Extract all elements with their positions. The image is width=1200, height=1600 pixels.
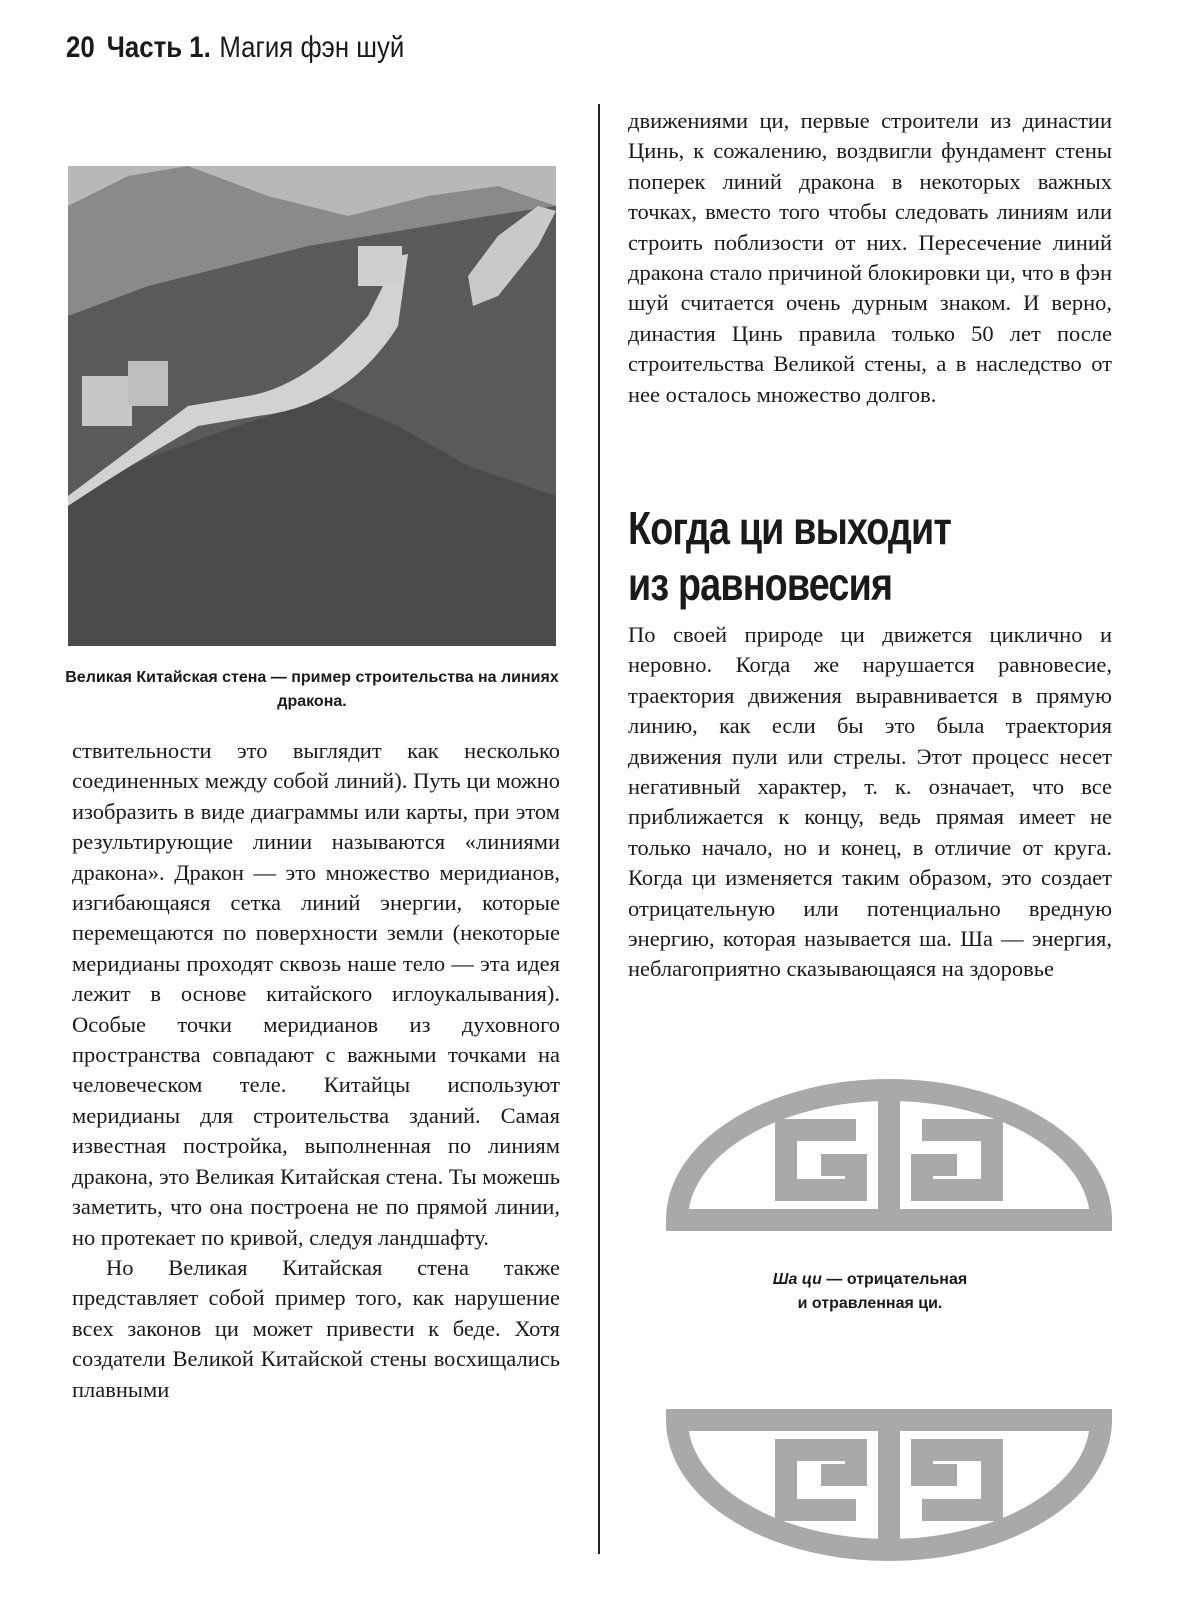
left-column <box>72 736 560 1405</box>
symbol-caption-rest: — отрицательная <box>821 1271 968 1288</box>
section-heading-line-2: из равновесия <box>628 558 893 610</box>
right-paragraph-1: движениями ци, первые строители из династии Цинь, к сожалению, воздвигли фундамент стены поперек линий дракона в некоторых важных точках, вместо того чтобы следовать линиям или строить поблизости от них. Пересечение линий дракона стало причиной блокировки ци, что в фэн шуй считается очень дурным знаком. И верно, династия Цинь правила только 50 лет после строительства Великой стены, а в наследство от нее осталось множество долгов. <box>628 108 1112 407</box>
great-wall-photo <box>68 166 556 646</box>
right-column-top <box>628 106 1112 410</box>
right-paragraph-2: По своей природе ци движется циклично и неровно. Когда же нарушается равновесие, траектория движения выравнивается в прямую линию, как если бы это была траектория движения пули или стрелы. Этот процесс несет негативный характер, т. к. означает, что все приближается к концу, ведь прямая имеет не только начало, но и конец, в отличие от круга. Когда ци изменяется таким образом, это создает отрицательную или потенциально вредную энергию, которая называется ша. Ша — энергия, неблагоприятно сказывающаяся на здоровье <box>628 622 1112 982</box>
symbol-caption <box>700 1268 1040 1316</box>
left-paragraph-1: ствительности это выглядит как несколько соединенных между собой линий). Путь ци можно изобразить в виде диаграммы или карты, при этом результирующие линии называются «линиями дракона». Дракон — это множество меридианов, изгибающаяся сетка линий энергии, которые перемещаются по поверхности земли (некоторые меридианы проходят сквозь наше тело — эта идея лежит в основе китайского иглоукалывания). Особые точки меридианов из духовного пространства совпадают с важными точками на человеческом теле. Китайцы используют меридианы для строительства зданий. Самая известная постройка, выполненная по линиям дракона, это Великая Китайская стена. Ты можешь заметить, что она построена не по прямой линии, но протекает по кривой, следуя ландшафту. <box>72 738 560 1250</box>
column-divider <box>598 104 600 1554</box>
part-label: Часть 1. <box>106 31 211 64</box>
section-heading-line-1: Когда ци выходит <box>628 502 952 554</box>
symbol-caption-line-2: и отравленная ци. <box>797 1295 943 1312</box>
running-header <box>66 26 404 70</box>
section-heading <box>628 500 1022 612</box>
page-number: 20 <box>66 31 95 64</box>
photo-caption: Великая Китайская стена — пример строительства на линиях дракона. <box>65 669 559 710</box>
symbol-caption-line-1 <box>700 1268 1040 1292</box>
book-title: Магия фэн шуй <box>219 31 405 64</box>
left-paragraph-2: Но Великая Китайская стена также представляет собой пример того, как нарушение всех законов ци может привести к беде. Хотя создатели Великой Китайской стены восхищались плавными <box>72 1254 560 1402</box>
symbol-caption-emphasis: Ша ци <box>772 1271 822 1288</box>
sha-qi-symbol <box>666 1070 1112 1570</box>
right-column-bottom <box>628 620 1112 985</box>
